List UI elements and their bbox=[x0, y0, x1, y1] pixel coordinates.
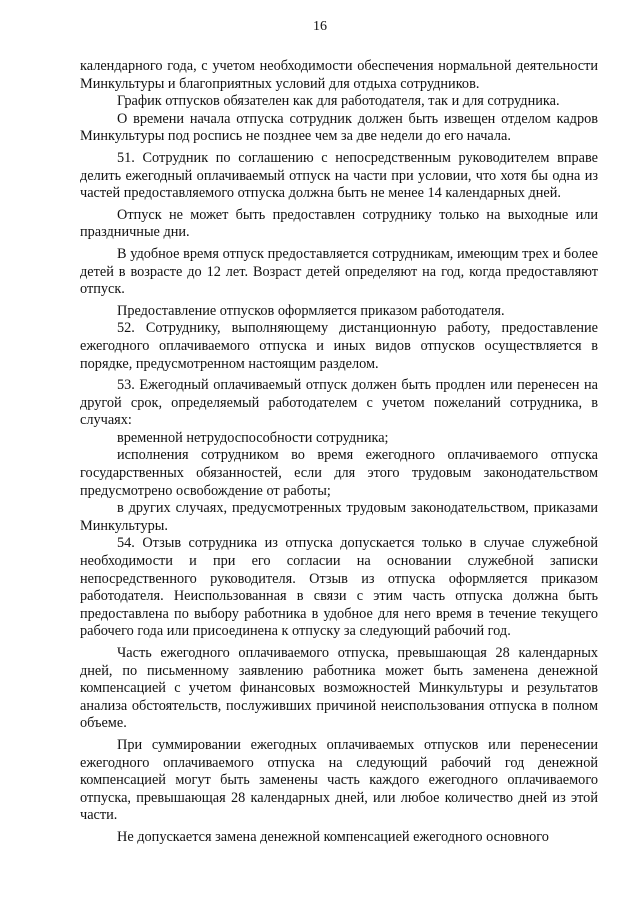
paragraph: График отпусков обязателен как для работодателя, так и для сотрудника. bbox=[117, 93, 560, 110]
paragraph: Часть ежегодного оплачиваемого отпуска, превышающая 28 календарных дней, по письменному заявлению работника может быть заменена денежной компенсацией с учетом финансовых возможностей Минкультуры и результатов анализа обстоятельств, послуживших причиной неиспользования отпуска в полном объеме. bbox=[80, 645, 598, 732]
paragraph: Отпуск не может быть предоставлен сотруднику только на выходные или праздничные дни. bbox=[80, 206, 598, 241]
paragraph: 53. Ежегодный оплачиваемый отпуск должен быть продлен или перенесен на другой срок, определяемый работодателем с учетом пожеланий сотрудника, в случаях: bbox=[80, 377, 598, 429]
paragraph: 52. Сотруднику, выполняющему дистанционную работу, предоставление ежегодного оплачиваемого отпуска и иных видов отпусков осуществляется в порядке, предусмотренном настоящим разделом. bbox=[80, 320, 598, 372]
paragraph: Предоставление отпусков оформляется приказом работодателя. bbox=[117, 302, 505, 319]
paragraph: При суммировании ежегодных оплачиваемых отпусков или перенесении ежегодного оплачиваемого отпуска на следующий рабочий год денежной компенсацией могут быть заменены часть каждого ежегодного оплачиваемого отпуска, превышающая 28 календарных дней, или любое количество дней из этой части. bbox=[80, 736, 598, 824]
paragraph: 51. Сотрудник по соглашению с непосредственным руководителем вправе делить ежегодный оплачиваемый отпуск на части при условии, что хотя бы одна из частей предоставляемого отпуска должна быть не менее 14 календарных дней. bbox=[80, 149, 598, 202]
paragraph: 54. Отзыв сотрудника из отпуска допускается только в случае служебной необходимости и при его согласии на основании служебной записки непосредственного руководителя. Отзыв из отпуска оформляется приказом работодателя. Неиспользованная в связи с этим часть отпуска должна быть предоставлена по выбору работника в удобное для него время в течение текущего рабочего года или присоединена к отпуску за следующий рабочий год. bbox=[80, 535, 598, 640]
page-number: 16 bbox=[313, 19, 327, 34]
paragraph: в других случаях, предусмотренных трудовым законодательством, приказами Минкультуры. bbox=[80, 500, 598, 534]
paragraph: временной нетрудоспособности сотрудника; bbox=[117, 429, 389, 446]
paragraph: В удобное время отпуск предоставляется сотрудникам, имеющим трех и более детей в возрасте до 12 лет. Возраст детей определяют на год, когда предоставляют отпуск. bbox=[80, 245, 598, 298]
body-text bbox=[80, 58, 598, 847]
paragraph: исполнения сотрудником во время ежегодного оплачиваемого отпуска государственных обязанностей, если для этого трудовым законодательством предусмотрено освобождение от работы; bbox=[80, 447, 598, 499]
paragraph: календарного года, с учетом необходимости обеспечения нормальной деятельности Минкультуры и благоприятных условий для отдыха сотрудников. bbox=[80, 58, 598, 92]
paragraph: О времени начала отпуска сотрудник должен быть извещен отделом кадров Минкультуры под роспись не позднее чем за две недели до его начала. bbox=[80, 110, 598, 145]
paragraph: Не допускается замена денежной компенсацией ежегодного основного bbox=[117, 828, 549, 845]
